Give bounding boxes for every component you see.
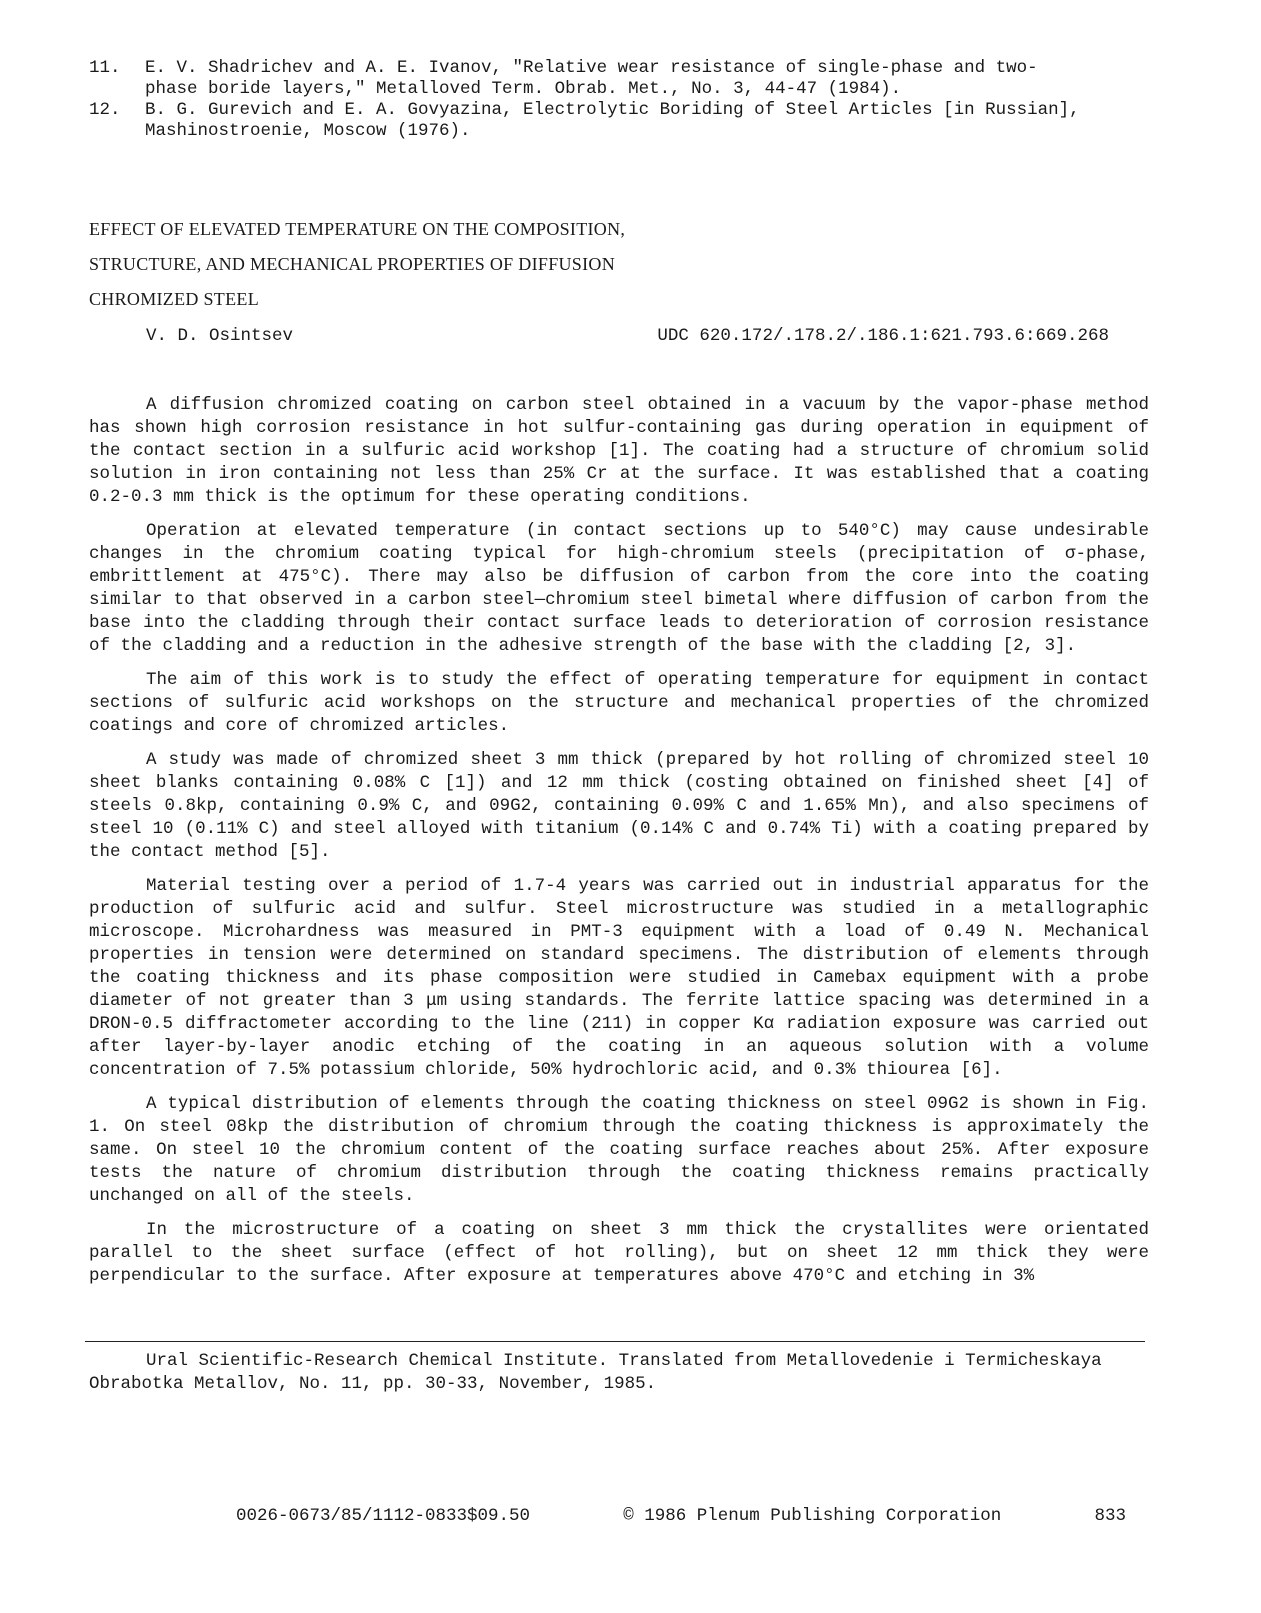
- reference-text: B. G. Gurevich and E. A. Govyazina, Electrolytic Boriding of Steel Articles [in Russian], Mashinostroenie, Moscow (1976).: [145, 100, 1080, 141]
- body-paragraph: A diffusion chromized coating on carbon steel obtained in a vacuum by the vapor-phase method has shown high corrosion resistance in hot sulfur-containing gas during operation in equipment of the contact section in a sulfuric acid workshop [1]. The coating had a structure of chromium solid solution in iron containing not less than 25% Cr at the surface. It was established that a coating 0.2-0.3 mm thick is the optimum for these operating conditions.: [89, 395, 1149, 507]
- body-paragraph: A study was made of chromized sheet 3 mm thick (prepared by hot rolling of chromized steel 10 sheet blanks containing 0.08% C [1]) and 12 mm thick (costing obtained on finished sheet [4] of steels 0.8kp, containing 0.9% C, and 09G2, containing 0.09% C and 1.65% Mn), and also specimens of steel 10 (0.11% C) and steel alloyed with titanium (0.14% C and 0.74% Ti) with a coating prepared by the contact method [5].: [89, 750, 1149, 862]
- reference-number: 12.: [89, 100, 121, 120]
- article-title: [89, 212, 625, 317]
- title-line: CHROMIZED STEEL: [89, 289, 259, 309]
- body-paragraph: A typical distribution of elements through the coating thickness on steel 09G2 is shown in Fig. 1. On steel 08kp the distribution of chromium through the coating thickness is approximately the same. On steel 10 the chromium content of the coating surface reaches about 25%. After exposure tests the nature of chromium distribution through the coating thickness remains practically unchanged on all of the steels.: [89, 1094, 1149, 1206]
- body-paragraph: In the microstructure of a coating on sheet 3 mm thick the crystallites were orientated parallel to the sheet surface (effect of hot rolling), but on sheet 12 mm thick they were perpendicular to the surface. After exposure at temperatures above 470°C and etching in 3%: [89, 1220, 1149, 1286]
- footnote-divider: [85, 1341, 1145, 1342]
- article-body: [89, 394, 1149, 1299]
- body-paragraph: Material testing over a period of 1.7-4 years was carried out in industrial apparatus for the production of sulfuric acid and sulfur. Steel microstructure was studied in a metallographic microscope. Microhardness was measured in PMT-3 equipment with a load of 0.49 N. Mechanical properties in tension were determined on standard specimens. The distribution of elements through the coating thickness and its phase composition were studied in Camebax equipment with a probe diameter of not greater than 3 μm using standards. The ferrite lattice spacing was determined in a DRON-0.5 diffractometer according to the line (211) in copper Kα radiation exposure was carried out after layer-by-layer anodic etching of the coating in an aqueous solution with a volume concentration of 7.5% potassium chloride, 50% hydrochloric acid, and 0.3% thiourea [6].: [89, 876, 1149, 1080]
- reference-list: [89, 58, 1164, 142]
- title-line: EFFECT OF ELEVATED TEMPERATURE ON THE COMPOSITION,: [89, 219, 626, 239]
- reference-number: 11.: [89, 58, 121, 78]
- body-paragraph: The aim of this work is to study the effect of operating temperature for equipment in contact sections of sulfuric acid workshops on the structure and mechanical properties of the chromized coatings and core of chromized articles.: [89, 670, 1149, 736]
- article-author: V. D. Osintsev: [146, 326, 294, 346]
- copyright-notice: © 1986 Plenum Publishing Corporation: [623, 1506, 1002, 1526]
- affiliation-footnote: Ural Scientific-Research Chemical Institute. Translated from Metallovedenie i Termicheskaya Obrabotka Metallov, No. 11, pp. 30-33, November, 1985.: [89, 1351, 1102, 1394]
- udc-code: UDC 620.172/.178.2/.186.1:621.793.6:669.268: [657, 326, 1109, 346]
- page-number: 833: [1094, 1506, 1126, 1526]
- reference-item: [89, 100, 1164, 142]
- document-code: 0026-0673/85/1112-0833$09.50: [236, 1506, 531, 1526]
- title-line: STRUCTURE, AND MECHANICAL PROPERTIES OF DIFFUSION: [89, 254, 616, 274]
- body-paragraph: Operation at elevated temperature (in contact sections up to 540°C) may cause undesirable changes in the chromium coating typical for high-chromium steels (precipitation of σ-phase, embrittlement at 475°C). There may also be diffusion of carbon from the core into the coating similar to that observed in a carbon steel—chromium steel bimetal where diffusion of carbon from the base into the cladding through their contact surface leads to deterioration of corrosion resistance of the cladding and a reduction in the adhesive strength of the base with the cladding [2, 3].: [89, 521, 1149, 656]
- page-footer: [236, 1506, 1126, 1526]
- reference-text: E. V. Shadrichev and A. E. Ivanov, "Relative wear resistance of single-phase and two- phase boride layers," Metalloved Term. Obrab. Met., No. 3, 44-47 (1984).: [145, 58, 1038, 99]
- reference-item: [89, 58, 1164, 100]
